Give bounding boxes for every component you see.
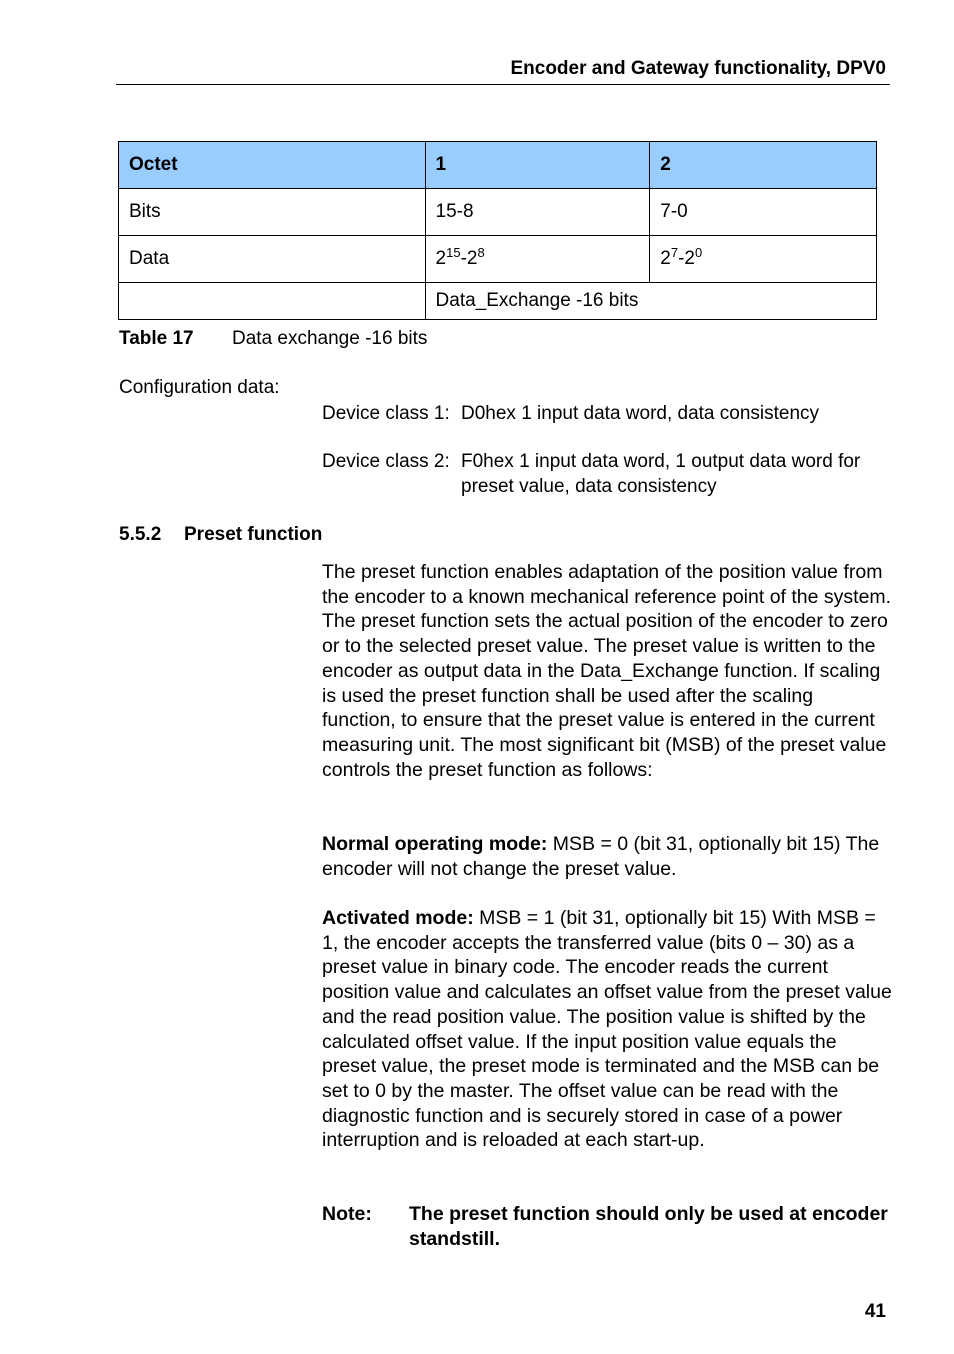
power-separator: -2 (678, 248, 695, 269)
power-separator: -2 (460, 248, 478, 269)
table-caption (119, 328, 427, 350)
note-block (322, 1202, 892, 1251)
power-base: 2 (435, 248, 447, 269)
table-header-cell: 1 (425, 142, 650, 189)
table-cell-empty (119, 283, 426, 320)
section-title: Preset function (184, 524, 323, 545)
power-base: 2 (660, 248, 671, 269)
table-footer-cell: Data_Exchange -16 bits (425, 283, 876, 320)
table-header-cell: Octet (119, 142, 426, 189)
table-row (119, 236, 877, 283)
table-cell: Data (119, 236, 426, 283)
normal-mode-text: MSB = 0 (bit 31, optionally bit 15) The encoder will not change the preset value. (322, 833, 880, 880)
data-exchange-table (118, 141, 877, 320)
device-class-row (322, 449, 882, 499)
table-footer-row (119, 283, 877, 320)
config-label: Configuration data: (119, 377, 280, 398)
table-cell: 7-0 (650, 189, 877, 236)
note-label: Note: (322, 1203, 372, 1225)
power-exponent: 0 (694, 245, 703, 260)
device-class-row (322, 401, 882, 426)
caption-label: Table 17 (119, 328, 194, 349)
intro-paragraph: The preset function enables adaptation of the position value from the encoder to a known mechanical reference point of the system. The preset function sets the actual position of the encoder to zero or to the selected preset value. The preset value is written to the encoder as output data in the Data_Exchange function. If scaling is used the preset function shall be used after the scaling function, to ensure that the preset value is entered in the current measuring unit. The most significant bit (MSB) of the preset value controls the preset function as follows: (322, 561, 892, 781)
power-exponent: 7 (670, 245, 679, 260)
device-class-value: D0hex 1 input data word, data consistency (461, 403, 820, 424)
device-class-key: Device class 1: (322, 403, 450, 424)
activated-mode-text: MSB = 1 (bit 31, optionally bit 15) With MSB = 1, the encoder accepts the transferred value (bits 0 – 30) as a preset value in binary code. The encoder reads the current position value and calculates an offset value from the preset value and the read position value. The position value is shifted by the calculated offset value. If the input position value equals the preset value, the preset mode is terminated and the MSB can be set to 0 by the master. The offset value can be read with the diagnostic function and is securely stored in case of a power interruption and is reloaded at each start-up. (322, 907, 892, 1152)
power-exponent: 15 (446, 245, 461, 260)
table-row (119, 189, 877, 236)
section-number: 5.5.2 (119, 524, 162, 545)
activated-mode-label: Activated mode: (322, 907, 474, 929)
table-cell-power-range (650, 236, 877, 283)
table-cell-power-range (425, 236, 650, 283)
power-exponent: 8 (477, 245, 485, 260)
activated-mode-paragraph (322, 906, 892, 1153)
table-cell: 15-8 (425, 189, 650, 236)
caption-text: Data exchange -16 bits (232, 328, 428, 349)
table-header-cell: 2 (650, 142, 877, 189)
device-class-key: Device class 2: (322, 451, 450, 472)
header-divider (116, 84, 890, 85)
normal-mode-label: Normal operating mode: (322, 833, 548, 855)
page-number: 41 (864, 1301, 886, 1322)
table-cell: Bits (119, 189, 426, 236)
device-class-value: F0hex 1 input data word, 1 output data word for preset value, data consistency (461, 451, 861, 497)
table-header-row (119, 142, 877, 189)
section-heading (119, 524, 322, 546)
normal-mode-paragraph (322, 832, 892, 881)
page-header-title: Encoder and Gateway functionality, DPV0 (510, 58, 886, 79)
note-text: The preset function should only be used at encoder standstill. (409, 1203, 888, 1250)
